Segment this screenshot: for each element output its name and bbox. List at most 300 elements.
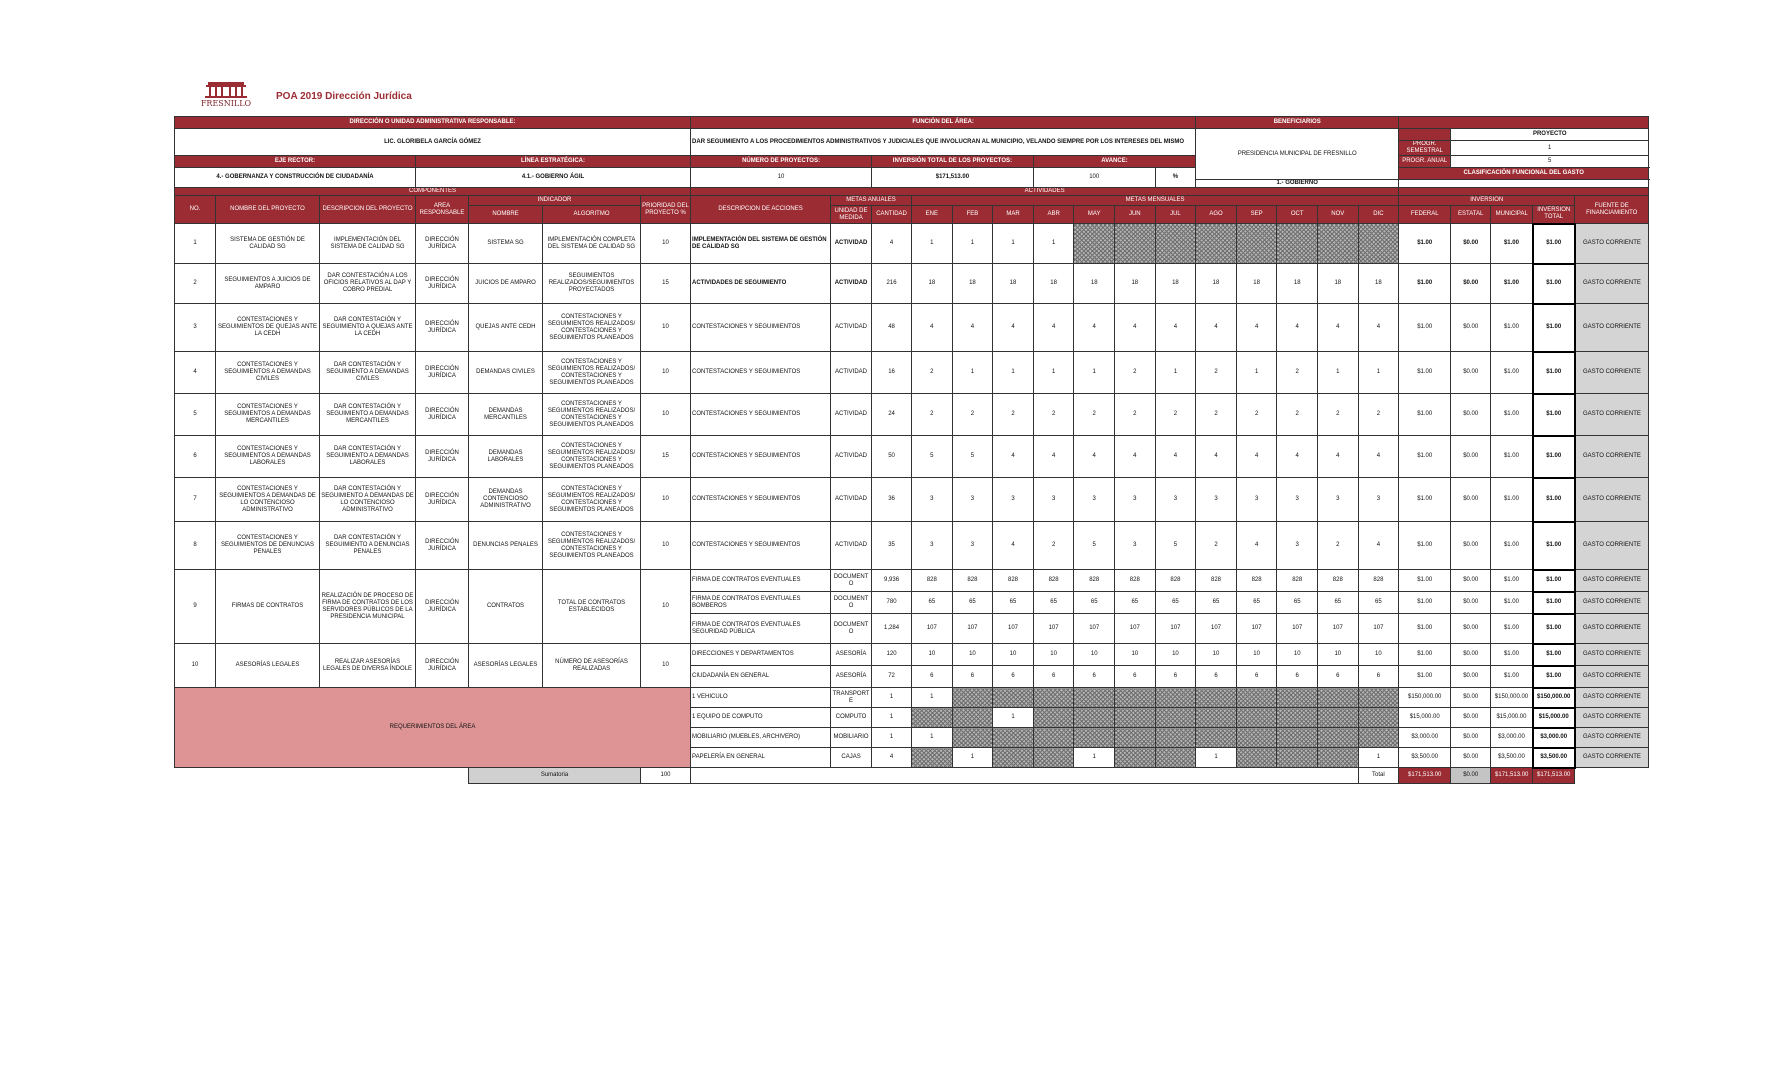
action-description: DIRECCIONES Y DEPARTAMENTOS [691, 644, 831, 666]
month-goal-dic: 6 [1358, 666, 1399, 688]
month-goal-may: 3 [1074, 478, 1115, 522]
month-goal-dic: 1 [1358, 352, 1399, 394]
month-goal-may: 107 [1074, 614, 1115, 644]
inv-estatal: $0.00 [1451, 304, 1491, 352]
col-desc-acciones: DESCRIPCION DE ACCIONES [691, 196, 831, 224]
col-month-ago: AGO [1196, 206, 1237, 224]
month-goal-ene: 4 [912, 304, 953, 352]
month-goal-oct: 107 [1277, 614, 1318, 644]
inv-federal: $1.00 [1399, 352, 1451, 394]
indicator-name: JUICIOS DE AMPARO [469, 264, 543, 304]
month-goal-jul [1155, 728, 1196, 748]
inv-municipal: $1.00 [1491, 522, 1533, 570]
month-goal-ene: 1 [912, 728, 953, 748]
action-quantity: 72 [872, 666, 912, 688]
action-quantity: 35 [872, 522, 912, 570]
month-goal-jun: 2 [1115, 352, 1156, 394]
action-unit: ACTIVIDAD [831, 478, 872, 522]
inv-estatal: $0.00 [1451, 224, 1491, 264]
col-month-ene: ENE [912, 206, 953, 224]
month-goal-jun: 18 [1115, 264, 1156, 304]
month-goal-abr: 6 [1033, 666, 1074, 688]
eje-rector-value: 4.- GOBERNANZA Y CONSTRUCCIÓN DE CIUDADANÍA [175, 168, 416, 188]
inv-federal: $1.00 [1399, 644, 1451, 666]
month-goal-ago [1196, 224, 1237, 264]
inv-total: $1.00 [1533, 666, 1575, 688]
month-goal-ene: 18 [912, 264, 953, 304]
month-goal-feb: 1 [952, 352, 993, 394]
month-goal-sep: 4 [1236, 436, 1277, 478]
month-goal-oct: 2 [1277, 352, 1318, 394]
action-description: CONTESTACIONES Y SEGUIMIENTOS [691, 352, 831, 394]
action-quantity: 9,936 [872, 570, 912, 592]
indicator-name: DEMANDAS CONTENCIOSO ADMINISTRATIVO [469, 478, 543, 522]
col-nombre-proyecto: NOMBRE DEL PROYECTO [216, 196, 320, 224]
inv-total: $1.00 [1533, 614, 1575, 644]
project-name: CONTESTACIONES Y SEGUIMIENTOS A DEMANDAS DE LO CONTENCIOSO ADMINISTRATIVO [216, 478, 320, 522]
month-goal-may [1074, 728, 1115, 748]
month-goal-may: 65 [1074, 592, 1115, 614]
project-priority: 15 [641, 436, 691, 478]
col-month-dic: DIC [1358, 206, 1399, 224]
direccion-value: LIC. GLORIBELA GARCÍA GÓMEZ [175, 129, 691, 156]
inv-estatal: $0.00 [1451, 352, 1491, 394]
inv-federal: $1.00 [1399, 592, 1451, 614]
inv-federal: $15,000.00 [1399, 708, 1451, 728]
month-goal-may: 10 [1074, 644, 1115, 666]
month-goal-sep: 107 [1236, 614, 1277, 644]
funding-source: GASTO CORRIENTE [1575, 264, 1649, 304]
col-month-sep: SEP [1236, 206, 1277, 224]
avance-label: AVANCE: [1033, 156, 1195, 168]
month-goal-feb: 5 [952, 436, 993, 478]
inversion-total-label: INVERSIÓN TOTAL DE LOS PROYECTOS: [872, 156, 1034, 168]
indicator-algorithm: CONTESTACIONES Y SEGUIMIENTOS REALIZADOS/ CONTESTACIONES Y SEGUIMIENTOS PLANEADOS [543, 436, 641, 478]
month-goal-jul: 828 [1155, 570, 1196, 592]
month-goal-jun: 828 [1115, 570, 1156, 592]
month-goal-jul [1155, 748, 1196, 768]
action-quantity: 4 [872, 224, 912, 264]
funding-source: GASTO CORRIENTE [1575, 436, 1649, 478]
month-goal-sep: 2 [1236, 394, 1277, 436]
month-goal-jul: 1 [1155, 352, 1196, 394]
project-priority: 10 [641, 644, 691, 688]
funcion-value: DAR SEGUIMIENTO A LOS PROCEDIMIENTOS ADMINISTRATIVOS Y JUDICIALES QUE INVOLUCRAN AL MUNICIPIO, VELANDO SIEMPRE POR LOS INTERESES DEL MISMO [691, 129, 1196, 156]
month-goal-abr: 4 [1033, 436, 1074, 478]
project-number: 6 [175, 436, 216, 478]
project-name: SISTEMA DE GESTIÓN DE CALIDAD SG [216, 224, 320, 264]
indicator-algorithm: CONTESTACIONES Y SEGUIMIENTOS REALIZADOS/ CONTESTACIONES Y SEGUIMIENTOS PLANEADOS [543, 394, 641, 436]
month-goal-ene [912, 708, 953, 728]
col-municipal: MUNICIPAL [1491, 206, 1533, 224]
responsible-area: DIRECCIÓN JURÍDICA [416, 224, 469, 264]
month-goal-oct [1277, 728, 1318, 748]
col-no: NO. [175, 196, 216, 224]
month-goal-ene: 5 [912, 436, 953, 478]
col-month-oct: OCT [1277, 206, 1318, 224]
month-goal-jul: 65 [1155, 592, 1196, 614]
month-goal-may [1074, 688, 1115, 708]
month-goal-dic: 1 [1358, 748, 1399, 768]
project-description: DAR CONTESTACIÓN Y SEGUIMIENTO A DEMANDAS LABORALES [320, 436, 416, 478]
month-goal-jun: 107 [1115, 614, 1156, 644]
month-goal-mar: 18 [993, 264, 1034, 304]
month-goal-ene: 2 [912, 352, 953, 394]
responsible-area: DIRECCIÓN JURÍDICA [416, 394, 469, 436]
project-number: 2 [175, 264, 216, 304]
col-month-abr: ABR [1033, 206, 1074, 224]
inv-estatal: $0.00 [1451, 592, 1491, 614]
action-quantity: 36 [872, 478, 912, 522]
inv-total: $1.00 [1533, 522, 1575, 570]
month-goal-abr: 2 [1033, 522, 1074, 570]
month-goal-nov [1318, 688, 1359, 708]
project-priority: 15 [641, 264, 691, 304]
inv-estatal: $0.00 [1451, 478, 1491, 522]
funding-source: GASTO CORRIENTE [1575, 478, 1649, 522]
funding-source: GASTO CORRIENTE [1575, 708, 1649, 728]
project-priority: 10 [641, 394, 691, 436]
month-goal-feb: 65 [952, 592, 993, 614]
col-month-jul: JUL [1155, 206, 1196, 224]
action-unit: ASESORÍA [831, 644, 872, 666]
month-goal-ene [912, 748, 953, 768]
month-goal-abr: 1 [1033, 224, 1074, 264]
total-federal: $171,513.00 [1399, 768, 1451, 784]
month-goal-abr: 18 [1033, 264, 1074, 304]
document-title: POA 2019 Dirección Jurídica [276, 91, 412, 102]
month-goal-jul [1155, 224, 1196, 264]
inv-municipal: $1.00 [1491, 394, 1533, 436]
totals-end-spacer [1575, 768, 1649, 784]
requirements-label: REQUERIMIENTOS DEL ÁREA [175, 688, 691, 768]
prog-semestral-value: 1 [1451, 141, 1649, 156]
sumatoria-value: 100 [641, 768, 691, 784]
month-goal-dic: 828 [1358, 570, 1399, 592]
month-goal-abr [1033, 728, 1074, 748]
month-goal-oct: 3 [1277, 522, 1318, 570]
month-goal-sep: 3 [1236, 478, 1277, 522]
month-goal-abr: 65 [1033, 592, 1074, 614]
month-goal-jun [1115, 748, 1156, 768]
month-goal-jun [1115, 728, 1156, 748]
month-goal-feb: 107 [952, 614, 993, 644]
month-goal-jun [1115, 688, 1156, 708]
month-goal-jun [1115, 708, 1156, 728]
month-goal-dic: 3 [1358, 478, 1399, 522]
col-inv-total: INVERSION TOTAL [1533, 206, 1575, 224]
month-goal-oct [1277, 688, 1318, 708]
month-goal-dic: 107 [1358, 614, 1399, 644]
clasificacion-gap-2 [1399, 180, 1649, 188]
col-month-may: MAY [1074, 206, 1115, 224]
inv-municipal: $1.00 [1491, 436, 1533, 478]
indicator-algorithm: NÚMERO DE ASESORÍAS REALIZADAS [543, 644, 641, 688]
action-description: CONTESTACIONES Y SEGUIMIENTOS [691, 394, 831, 436]
beneficiarios-label: BENEFICIARIOS [1196, 117, 1399, 129]
project-priority: 10 [641, 224, 691, 264]
month-goal-nov [1318, 708, 1359, 728]
responsible-area: DIRECCIÓN JURÍDICA [416, 264, 469, 304]
month-goal-abr: 2 [1033, 394, 1074, 436]
month-goal-nov: 2 [1318, 394, 1359, 436]
project-number: 5 [175, 394, 216, 436]
month-goal-ago [1196, 688, 1237, 708]
month-goal-sep: 6 [1236, 666, 1277, 688]
month-goal-ene: 1 [912, 224, 953, 264]
project-description: REALIZAR ASESORÍAS LEGALES DE DIVERSA ÍNDOLE [320, 644, 416, 688]
month-goal-ago: 2 [1196, 394, 1237, 436]
action-unit: ACTIVIDAD [831, 394, 872, 436]
month-goal-sep [1236, 708, 1277, 728]
svg-text:FRESNILLO: FRESNILLO [200, 99, 252, 108]
responsible-area: DIRECCIÓN JURÍDICA [416, 522, 469, 570]
month-goal-feb [952, 688, 993, 708]
month-goal-jun: 10 [1115, 644, 1156, 666]
inv-estatal: $0.00 [1451, 436, 1491, 478]
month-goal-ago: 4 [1196, 436, 1237, 478]
inv-municipal: $1.00 [1491, 304, 1533, 352]
project-description: DAR CONTESTACIÓN Y SEGUIMIENTO A DEMANDAS CIVILES [320, 352, 416, 394]
month-goal-jul [1155, 688, 1196, 708]
project-description: DAR CONTESTACIÓN Y SEGUIMIENTO A DEMANDAS DE LO CONTENCIOSO ADMINISTRATIVO [320, 478, 416, 522]
month-goal-feb: 3 [952, 478, 993, 522]
month-goal-ago: 6 [1196, 666, 1237, 688]
indicator-algorithm: IMPLEMENTACIÓN COMPLETA DEL SISTEMA DE CALIDAD SG [543, 224, 641, 264]
month-goal-oct [1277, 748, 1318, 768]
action-description: CONTESTACIONES Y SEGUIMIENTOS [691, 304, 831, 352]
inversion-total-value: $171,513.00 [872, 168, 1034, 188]
proyecto-label: PROYECTO [1451, 129, 1649, 141]
month-goal-sep [1236, 688, 1277, 708]
col-unidad: UNIDAD DE MEDIDA [831, 206, 872, 224]
inv-municipal: $1.00 [1491, 352, 1533, 394]
month-goal-oct [1277, 708, 1318, 728]
inv-federal: $3,000.00 [1399, 728, 1451, 748]
month-goal-mar: 1 [993, 352, 1034, 394]
funding-source: GASTO CORRIENTE [1575, 394, 1649, 436]
month-goal-sep: 4 [1236, 522, 1277, 570]
project-description: DAR CONTESTACIÓN Y SEGUIMIENTO A QUEJAS ANTE LA CEDH [320, 304, 416, 352]
inv-federal: $1.00 [1399, 304, 1451, 352]
project-number: 4 [175, 352, 216, 394]
action-quantity: 48 [872, 304, 912, 352]
action-unit: ACTIVIDAD [831, 304, 872, 352]
action-quantity: 1,284 [872, 614, 912, 644]
indicator-algorithm: SEGUIMIENTOS REALIZADOS/SEGUIMIENTOS PROYECTADOS [543, 264, 641, 304]
month-goal-feb: 1 [952, 224, 993, 264]
project-description: DAR CONTESTACIÓN Y SEGUIMIENTO A DEMANDAS MERCANTILES [320, 394, 416, 436]
project-row [175, 644, 1649, 666]
funding-source: GASTO CORRIENTE [1575, 644, 1649, 666]
funding-source: GASTO CORRIENTE [1575, 570, 1649, 592]
project-description: IMPLEMENTACIÓN DEL SISTEMA DE CALIDAD SG [320, 224, 416, 264]
col-ind-nombre: NOMBRE [469, 206, 543, 224]
month-goal-nov [1318, 224, 1359, 264]
month-goal-jun [1115, 224, 1156, 264]
actividades-group-gap [1399, 188, 1649, 196]
inv-total: $1.00 [1533, 570, 1575, 592]
totals-blank [691, 768, 1359, 784]
month-goal-nov: 3 [1318, 478, 1359, 522]
linea-estrategica-label: LÍNEA ESTRATÉGICA: [416, 156, 691, 168]
month-goal-nov [1318, 748, 1359, 768]
action-unit: DOCUMENTO [831, 592, 872, 614]
month-goal-feb: 2 [952, 394, 993, 436]
month-goal-sep [1236, 224, 1277, 264]
total-estatal: $0.00 [1451, 768, 1491, 784]
action-description: FIRMA DE CONTRATOS EVENTUALES SEGURIDAD PÚBLICA [691, 614, 831, 644]
inv-total: $3,500.00 [1533, 748, 1575, 768]
month-goal-dic: 4 [1358, 522, 1399, 570]
month-goal-dic: 2 [1358, 394, 1399, 436]
month-goal-oct: 18 [1277, 264, 1318, 304]
month-goal-ene: 107 [912, 614, 953, 644]
proyecto-gap [1399, 129, 1451, 141]
responsible-area: DIRECCIÓN JURÍDICA [416, 352, 469, 394]
month-goal-dic: 4 [1358, 304, 1399, 352]
action-unit: ACTIVIDAD [831, 264, 872, 304]
inv-federal: $3,500.00 [1399, 748, 1451, 768]
month-goal-jun: 4 [1115, 304, 1156, 352]
project-priority: 10 [641, 304, 691, 352]
month-goal-abr: 828 [1033, 570, 1074, 592]
col-prioridad: PRIORIDAD DEL PROYECTO % [641, 196, 691, 224]
month-goal-ene: 2 [912, 394, 953, 436]
month-goal-jul: 2 [1155, 394, 1196, 436]
month-goal-abr [1033, 748, 1074, 768]
project-row [175, 304, 1649, 352]
month-goal-oct: 2 [1277, 394, 1318, 436]
month-goal-nov: 65 [1318, 592, 1359, 614]
inv-federal: $1.00 [1399, 522, 1451, 570]
month-goal-ago [1196, 728, 1237, 748]
inv-federal: $1.00 [1399, 436, 1451, 478]
action-unit: DOCUMENTO [831, 614, 872, 644]
responsible-area: DIRECCIÓN JURÍDICA [416, 436, 469, 478]
month-goal-abr [1033, 708, 1074, 728]
month-goal-jun: 2 [1115, 394, 1156, 436]
inv-federal: $1.00 [1399, 570, 1451, 592]
indicator-name: DEMANDAS CIVILES [469, 352, 543, 394]
month-goal-ene: 828 [912, 570, 953, 592]
action-description: FIRMA DE CONTRATOS EVENTUALES BOMBEROS [691, 592, 831, 614]
action-quantity: 1 [872, 728, 912, 748]
project-name: FIRMAS DE CONTRATOS [216, 570, 320, 644]
inv-municipal: $1.00 [1491, 614, 1533, 644]
month-goal-oct: 828 [1277, 570, 1318, 592]
inv-federal: $1.00 [1399, 614, 1451, 644]
responsible-area: DIRECCIÓN JURÍDICA [416, 570, 469, 644]
project-description: DAR CONTESTACIÓN A LOS OFICIOS RELATIVOS AL DAP Y COBRO PREDIAL [320, 264, 416, 304]
inv-estatal: $0.00 [1451, 522, 1491, 570]
indicator-name: QUEJAS ANTE CEDH [469, 304, 543, 352]
action-description: MOBILIARIO (MUEBLES, ARCHIVERO) [691, 728, 831, 748]
indicator-algorithm: CONTESTACIONES Y SEGUIMIENTOS REALIZADOS/ CONTESTACIONES Y SEGUIMIENTOS PLANEADOS [543, 304, 641, 352]
month-goal-mar: 4 [993, 436, 1034, 478]
metas-anuales-group: METAS ANUALES [831, 196, 912, 206]
inv-estatal: $0.00 [1451, 614, 1491, 644]
inv-total: $3,000.00 [1533, 728, 1575, 748]
month-goal-oct: 65 [1277, 592, 1318, 614]
inv-estatal: $0.00 [1451, 264, 1491, 304]
month-goal-nov: 4 [1318, 304, 1359, 352]
col-cantidad: CANTIDAD [872, 206, 912, 224]
metas-mensuales-group: METAS MENSUALES [912, 196, 1399, 206]
col-area: AREA RESPONSABLE [416, 196, 469, 224]
month-goal-oct [1277, 224, 1318, 264]
indicator-algorithm: TOTAL DE CONTRATOS ESTABLECIDOS [543, 570, 641, 644]
inv-total: $1.00 [1533, 592, 1575, 614]
month-goal-ene: 65 [912, 592, 953, 614]
funding-source: GASTO CORRIENTE [1575, 748, 1649, 768]
month-goal-may [1074, 224, 1115, 264]
month-goal-jul: 107 [1155, 614, 1196, 644]
month-goal-abr [1033, 688, 1074, 708]
numero-proyectos-label: NÚMERO DE PROYECTOS: [691, 156, 872, 168]
month-goal-jun: 3 [1115, 478, 1156, 522]
month-goal-mar: 828 [993, 570, 1034, 592]
month-goal-mar: 4 [993, 522, 1034, 570]
total-label: Total [1358, 768, 1399, 784]
month-goal-oct: 4 [1277, 304, 1318, 352]
project-number: 9 [175, 570, 216, 644]
inv-municipal: $1.00 [1491, 570, 1533, 592]
project-name: CONTESTACIONES Y SEGUIMIENTOS DE QUEJAS ANTE LA CEDH [216, 304, 320, 352]
project-name: CONTESTACIONES Y SEGUIMIENTOS A DEMANDAS CIVILES [216, 352, 320, 394]
indicator-name: SISTEMA SG [469, 224, 543, 264]
responsible-area: DIRECCIÓN JURÍDICA [416, 478, 469, 522]
month-goal-ago: 3 [1196, 478, 1237, 522]
indicator-name: DEMANDAS MERCANTILES [469, 394, 543, 436]
month-goal-may: 4 [1074, 436, 1115, 478]
linea-estrategica-value: 4.1.- GOBIERNO ÁGIL [416, 168, 691, 188]
month-goal-mar: 10 [993, 644, 1034, 666]
month-goal-ago: 65 [1196, 592, 1237, 614]
action-description: 1 EQUIPO DE COMPUTO [691, 708, 831, 728]
inversion-group: INVERSION [1399, 196, 1575, 206]
month-goal-oct: 10 [1277, 644, 1318, 666]
inv-federal: $150,000.00 [1399, 688, 1451, 708]
col-month-mar: MAR [993, 206, 1034, 224]
action-quantity: 1 [872, 708, 912, 728]
project-row [175, 264, 1649, 304]
month-goal-may: 18 [1074, 264, 1115, 304]
inv-estatal: $0.00 [1451, 570, 1491, 592]
action-description: CIUDADANÍA EN GENERAL [691, 666, 831, 688]
funding-source: GASTO CORRIENTE [1575, 224, 1649, 264]
inv-estatal: $0.00 [1451, 644, 1491, 666]
month-goal-oct: 6 [1277, 666, 1318, 688]
inv-total: $1.00 [1533, 644, 1575, 666]
month-goal-ene: 1 [912, 688, 953, 708]
month-goal-abr: 10 [1033, 644, 1074, 666]
action-quantity: 780 [872, 592, 912, 614]
month-goal-dic: 18 [1358, 264, 1399, 304]
project-number: 3 [175, 304, 216, 352]
prog-anual-value: 5 [1451, 156, 1649, 168]
inv-municipal: $1.00 [1491, 478, 1533, 522]
col-month-nov: NOV [1318, 206, 1359, 224]
action-quantity: 216 [872, 264, 912, 304]
avance-unit: % [1155, 168, 1196, 188]
month-goal-feb: 10 [952, 644, 993, 666]
inv-estatal: $0.00 [1451, 748, 1491, 768]
month-goal-dic [1358, 708, 1399, 728]
project-name: CONTESTACIONES Y SEGUIMIENTOS A DEMANDAS MERCANTILES [216, 394, 320, 436]
col-month-jun: JUN [1115, 206, 1156, 224]
month-goal-abr: 1 [1033, 352, 1074, 394]
